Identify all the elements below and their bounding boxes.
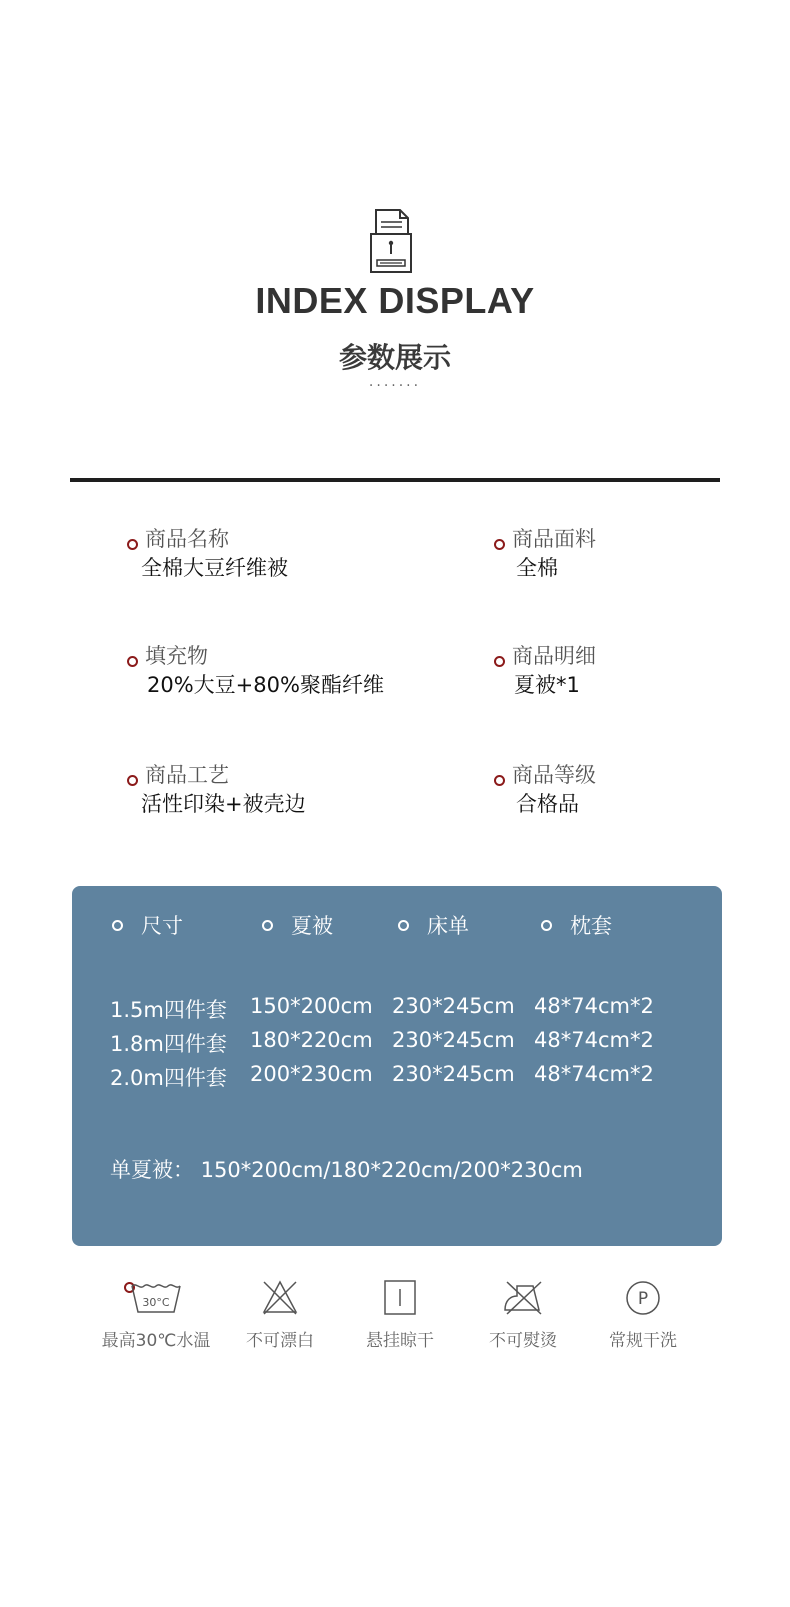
attribute-label: 填充物 — [145, 644, 208, 668]
care-label: 悬挂晾干 — [366, 1331, 434, 1351]
attribute-value: 20%大豆+80%聚酯纤维 — [147, 673, 384, 697]
table-cell: 180*220cm — [250, 1028, 373, 1052]
attribute-label: 商品面料 — [512, 527, 596, 551]
size-header-pillowcase: 枕套 — [541, 910, 612, 940]
attribute-value: 全棉大豆纤维被 — [141, 556, 288, 580]
no-bleach-icon — [250, 1278, 310, 1318]
attribute-label: 商品明细 — [512, 644, 596, 668]
bullet-icon — [494, 775, 505, 786]
single-summer-quilt-sizes: 单夏被： 150*200cm/180*220cm/200*230cm — [110, 1158, 583, 1182]
ring-icon — [398, 920, 409, 931]
bullet-icon — [494, 539, 505, 550]
ring-icon — [262, 920, 273, 931]
svg-text:30°C: 30°C — [142, 1296, 170, 1309]
page-subtitle: 参数展示 — [338, 341, 451, 374]
table-cell: 200*230cm — [250, 1062, 373, 1086]
size-table-panel — [72, 886, 722, 1246]
care-item-dry-clean — [583, 1278, 703, 1351]
table-cell: 150*200cm — [250, 994, 373, 1018]
page-title: INDEX DISPLAY — [255, 280, 535, 321]
dry-clean-p-icon — [613, 1278, 673, 1318]
table-cell: 230*245cm — [392, 994, 515, 1018]
attribute-value: 夏被*1 — [514, 673, 580, 697]
care-item-hang-dry — [340, 1278, 460, 1351]
size-header-summer-quilt: 夏被 — [262, 910, 333, 940]
ring-icon — [112, 920, 123, 931]
care-label: 常规干洗 — [609, 1331, 677, 1351]
size-header-sheet: 床单 — [398, 910, 469, 940]
attribute-value: 活性印染+被壳边 — [141, 792, 306, 816]
bullet-icon — [127, 539, 138, 550]
bullet-icon — [494, 656, 505, 667]
care-label: 最高30℃水温 — [101, 1331, 211, 1351]
attribute-label: 商品名称 — [145, 527, 229, 551]
care-label: 不可漂白 — [246, 1331, 314, 1351]
attribute-label: 商品工艺 — [145, 763, 229, 787]
bullet-icon — [127, 775, 138, 786]
bullet-icon — [127, 656, 138, 667]
attribute-value: 全棉 — [516, 556, 558, 580]
care-item-wash-30 — [96, 1278, 216, 1351]
table-cell: 48*74cm*2 — [534, 1062, 654, 1086]
section-divider — [70, 478, 720, 482]
table-cell: 2.0m四件套 — [110, 1066, 227, 1090]
table-cell: 1.8m四件套 — [110, 1032, 227, 1056]
attribute-value: 合格品 — [516, 792, 579, 816]
care-item-no-iron — [463, 1278, 583, 1351]
table-cell: 48*74cm*2 — [534, 1028, 654, 1052]
ring-icon — [541, 920, 552, 931]
care-item-no-bleach — [220, 1278, 340, 1351]
decorative-dots: ······· — [368, 378, 422, 394]
hang-dry-icon — [370, 1278, 430, 1318]
care-label: 不可熨烫 — [489, 1331, 557, 1351]
table-cell: 48*74cm*2 — [534, 994, 654, 1018]
table-cell: 230*245cm — [392, 1062, 515, 1086]
table-cell: 1.5m四件套 — [110, 998, 227, 1022]
table-cell: 230*245cm — [392, 1028, 515, 1052]
attribute-label: 商品等级 — [512, 763, 596, 787]
document-box-icon — [370, 208, 414, 276]
wash-30-icon — [126, 1278, 186, 1318]
no-iron-icon — [493, 1278, 553, 1318]
svg-text:P: P — [637, 1289, 649, 1309]
size-header-size: 尺寸 — [112, 910, 183, 940]
